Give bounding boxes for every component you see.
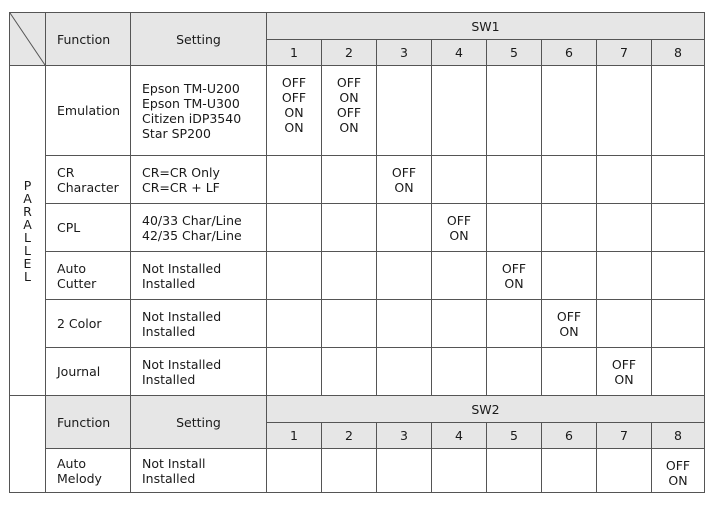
empty-cell — [652, 156, 705, 204]
empty-cell — [322, 252, 377, 300]
setting-option: 42/35 Char/Line — [142, 227, 242, 243]
sw1-switch-number: 7 — [597, 40, 652, 66]
empty-cell — [652, 66, 705, 156]
empty-cell — [487, 204, 542, 252]
sw2-switch-number: 1 — [267, 423, 322, 449]
switch-value: ON — [339, 120, 359, 135]
switch-value: OFF — [556, 309, 582, 324]
switch-value: ON — [284, 120, 304, 135]
side-label-letter: L — [24, 229, 31, 245]
switch-value: ON — [449, 228, 469, 243]
empty-cell — [377, 66, 432, 156]
function-cell — [46, 449, 131, 493]
empty-cell — [542, 449, 597, 493]
empty-cell — [267, 156, 322, 204]
empty-cell — [267, 449, 322, 493]
switch-value-cell — [652, 449, 705, 493]
empty-cell — [377, 204, 432, 252]
setting-option: 40/33 Char/Line — [142, 212, 242, 228]
empty-cell — [597, 449, 652, 493]
function-cell — [46, 156, 131, 204]
empty-cell — [432, 348, 487, 396]
function-line: Cutter — [57, 275, 97, 291]
empty-cell — [597, 204, 652, 252]
function-header: Function — [46, 396, 131, 449]
side-label-parallel — [10, 66, 46, 396]
switch-value: OFF — [611, 357, 637, 372]
sw1-group-header: SW1 — [267, 13, 705, 40]
sw1-switch-number: 5 — [487, 40, 542, 66]
side-label-letter: R — [23, 203, 32, 219]
sw1-switch-number: 6 — [542, 40, 597, 66]
setting-cell — [131, 252, 267, 300]
function-header: Function — [46, 13, 131, 66]
empty-cell — [267, 204, 322, 252]
empty-cell — [487, 348, 542, 396]
switch-value: OFF — [665, 458, 691, 473]
switch-value-cell — [322, 66, 377, 156]
setting-cell — [131, 156, 267, 204]
empty-cell — [597, 252, 652, 300]
setting-cell — [131, 204, 267, 252]
function-line: Auto — [57, 260, 87, 276]
function-cell: Journal — [46, 348, 131, 396]
sw2-switch-number: 6 — [542, 423, 597, 449]
empty-cell — [487, 66, 542, 156]
setting-header: Setting — [131, 396, 267, 449]
switch-value: OFF — [336, 75, 362, 90]
side-label-letter: A — [23, 216, 32, 232]
empty-cell — [267, 348, 322, 396]
switch-value-cell — [542, 300, 597, 348]
setting-option: Epson TM-U300 — [142, 95, 240, 111]
side-label-letter: P — [23, 177, 32, 193]
empty-cell — [652, 300, 705, 348]
switch-value: OFF — [281, 90, 307, 105]
empty-cell — [377, 449, 432, 493]
setting-cell — [131, 449, 267, 493]
switch-value: OFF — [281, 75, 307, 90]
setting-option: Citizen iDP3540 — [142, 110, 242, 126]
dip-switch-table — [9, 12, 705, 493]
empty-cell — [432, 449, 487, 493]
empty-cell — [432, 252, 487, 300]
setting-cell — [131, 66, 267, 156]
empty-cell — [377, 300, 432, 348]
sw2-switch-number: 4 — [432, 423, 487, 449]
switch-value: ON — [504, 276, 524, 291]
empty-cell — [377, 348, 432, 396]
function-line: Character — [57, 179, 119, 195]
empty-cell — [597, 66, 652, 156]
empty-cell — [322, 204, 377, 252]
function-cell: 2 Color — [46, 300, 131, 348]
side-label-letter: E — [23, 255, 32, 271]
diagonal-line — [10, 13, 45, 65]
empty-cell — [322, 449, 377, 493]
sw2-switch-number: 2 — [322, 423, 377, 449]
setting-option: Epson TM-U200 — [142, 80, 240, 96]
switch-value: ON — [339, 90, 359, 105]
switch-value: ON — [394, 180, 414, 195]
empty-cell — [542, 156, 597, 204]
setting-header: Setting — [131, 13, 267, 66]
side-label-letter: L — [24, 268, 31, 284]
switch-value-cell — [487, 252, 542, 300]
setting-option: Installed — [142, 275, 196, 291]
empty-cell — [487, 300, 542, 348]
empty-cell — [267, 300, 322, 348]
empty-cell — [542, 348, 597, 396]
setting-option: Not Install — [142, 455, 206, 471]
empty-cell — [542, 66, 597, 156]
empty-cell — [597, 300, 652, 348]
sw1-switch-number: 8 — [652, 40, 705, 66]
empty-cell — [652, 348, 705, 396]
empty-cell — [652, 204, 705, 252]
empty-cell — [652, 252, 705, 300]
sw2-group-header: SW2 — [267, 396, 705, 423]
setting-option: Not Installed — [142, 356, 222, 372]
setting-option: Not Installed — [142, 260, 222, 276]
setting-option: Installed — [142, 371, 196, 387]
corner-diagonal-cell — [10, 13, 46, 66]
switch-value: ON — [559, 324, 579, 339]
function-line: CR — [57, 164, 75, 180]
sw2-switch-number: 8 — [652, 423, 705, 449]
sw2-switch-number: 7 — [597, 423, 652, 449]
empty-cell — [487, 156, 542, 204]
switch-value: OFF — [391, 165, 417, 180]
setting-option: Installed — [142, 323, 196, 339]
switch-value: ON — [284, 105, 304, 120]
empty-cell — [432, 300, 487, 348]
function-cell — [46, 252, 131, 300]
switch-value-cell — [267, 66, 322, 156]
sw1-switch-number: 3 — [377, 40, 432, 66]
sw1-switch-number: 1 — [267, 40, 322, 66]
switch-value: OFF — [336, 105, 362, 120]
switch-value-cell — [597, 348, 652, 396]
function-cell: CPL — [46, 204, 131, 252]
switch-value: OFF — [446, 213, 472, 228]
empty-cell — [487, 449, 542, 493]
empty-cell — [322, 156, 377, 204]
switch-value: OFF — [501, 261, 527, 276]
side-label-letter: A — [23, 190, 32, 206]
side-empty-cell — [10, 396, 46, 493]
setting-option: CR=CR Only — [142, 164, 220, 180]
empty-cell — [432, 156, 487, 204]
empty-cell — [322, 300, 377, 348]
empty-cell — [267, 252, 322, 300]
setting-cell — [131, 300, 267, 348]
empty-cell — [542, 252, 597, 300]
sw1-switch-number: 2 — [322, 40, 377, 66]
switch-value-cell — [377, 156, 432, 204]
empty-cell — [432, 66, 487, 156]
function-line: Melody — [57, 470, 102, 486]
function-cell: Emulation — [46, 66, 131, 156]
switch-value-cell — [432, 204, 487, 252]
setting-option: Star SP200 — [142, 125, 211, 141]
empty-cell — [542, 204, 597, 252]
function-line: Auto — [57, 455, 87, 471]
setting-cell — [131, 348, 267, 396]
side-label-letter: L — [24, 242, 31, 258]
sw2-switch-number: 5 — [487, 423, 542, 449]
sw2-switch-number: 3 — [377, 423, 432, 449]
empty-cell — [377, 252, 432, 300]
empty-cell — [597, 156, 652, 204]
setting-option: Not Installed — [142, 308, 222, 324]
empty-cell — [322, 348, 377, 396]
setting-option: Installed — [142, 470, 196, 486]
switch-value: ON — [614, 372, 634, 387]
setting-option: CR=CR + LF — [142, 179, 220, 195]
switch-value: ON — [668, 473, 688, 488]
sw1-switch-number: 4 — [432, 40, 487, 66]
